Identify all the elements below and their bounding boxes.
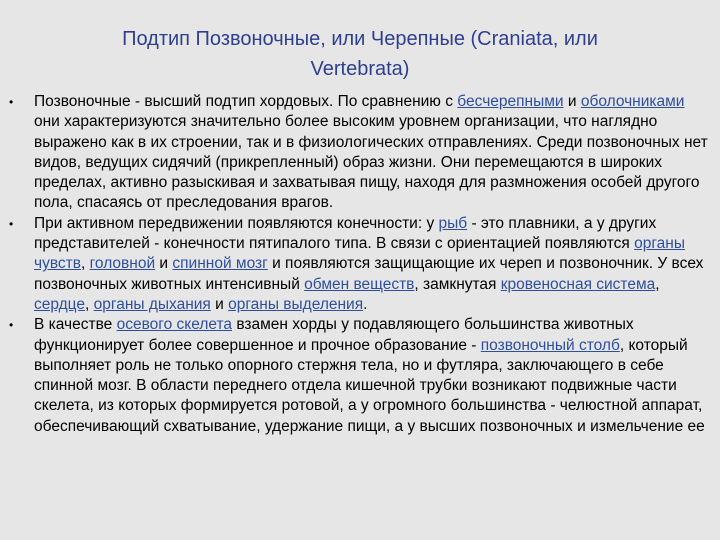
text-run: взамен хорды у подавляющего большинства животных функционирует более совершенное и прочное образование - — [34, 316, 634, 354]
bullet-text — [34, 315, 712, 437]
bullet-list — [0, 92, 720, 437]
text-run: , — [85, 295, 94, 313]
slide-title — [60, 24, 660, 84]
hyperlink[interactable]: оболочниками — [580, 93, 685, 110]
text-run: При активном передвижении появляются конечности: у — [34, 214, 439, 232]
hyperlink[interactable]: осевого скелета — [116, 316, 233, 334]
text-run: и — [563, 93, 581, 110]
text-run: они характеризуются значительно более высоким уровнем организации, что наглядно выражено как в их строении, так и в физиологических отправлениях. Среди позвоночных нет видов, ведущих сидячий (прикрепленный) образ жизни. Они перемещаются в широких пределах, активно разыскивая и захватывая пищу, находя для размножения особей другого пола, спасаясь от преследования врагов. — [34, 113, 708, 212]
text-run: , который выполняет роль не только опорного стержня тела, но и футляра, заключающего в себе спинной мозг. В области переднего отдела кишечной трубки возникают подвижные части скелета, из которых формируется ротовой, а у огромного большинства - челюстной аппарат, обеспечивающий схватывание, удержание пищи, а у высших позвоночных и измельчение ее — [34, 336, 705, 435]
title-line-1: Подтип Позвоночные, или Черепные (Craniata, или — [122, 28, 598, 50]
hyperlink[interactable]: сердце — [34, 295, 86, 313]
hyperlink[interactable]: органы дыхания — [93, 295, 211, 313]
bullet-item — [0, 315, 720, 437]
bullet-glyph: • — [9, 318, 14, 333]
text-run: и — [155, 255, 173, 273]
hyperlink[interactable]: позвоночный столб — [480, 336, 620, 354]
bullet-item — [0, 214, 720, 315]
text-run: , — [80, 255, 90, 273]
text-run: , замкнутая — [414, 275, 501, 293]
bullet-item — [0, 92, 720, 214]
text-run: В качестве — [34, 316, 117, 334]
text-run: , — [655, 275, 660, 293]
text-run: - это плавники, а у других представителей - конечности пятипалого типа. В связи с ориентацией появляются — [34, 214, 657, 253]
hyperlink[interactable]: рыб — [438, 214, 468, 232]
bullet-text — [34, 214, 712, 315]
bullet-text — [34, 92, 712, 214]
text-run: и — [210, 295, 229, 313]
hyperlink[interactable]: головной — [89, 255, 156, 273]
hyperlink[interactable]: кровеносная система — [500, 275, 656, 293]
bullet-glyph: • — [9, 95, 14, 109]
hyperlink[interactable]: органы выделения — [228, 295, 364, 313]
text-run: и появляются защищающие их череп и позвоночник. У всех позвоночных животных интенсивный — [34, 255, 704, 293]
hyperlink[interactable]: спинной мозг — [172, 255, 268, 273]
text-run: . — [363, 295, 368, 313]
hyperlink[interactable]: обмен веществ — [304, 275, 415, 293]
title-line-2: Vertebrata) — [310, 58, 410, 80]
hyperlink[interactable]: органы чувств — [34, 235, 685, 273]
hyperlink[interactable]: бесчерепными — [457, 93, 564, 110]
text-run: Позвоночные - высший подтип хордовых. По сравнению с — [34, 93, 458, 110]
bullet-glyph: • — [9, 216, 14, 231]
